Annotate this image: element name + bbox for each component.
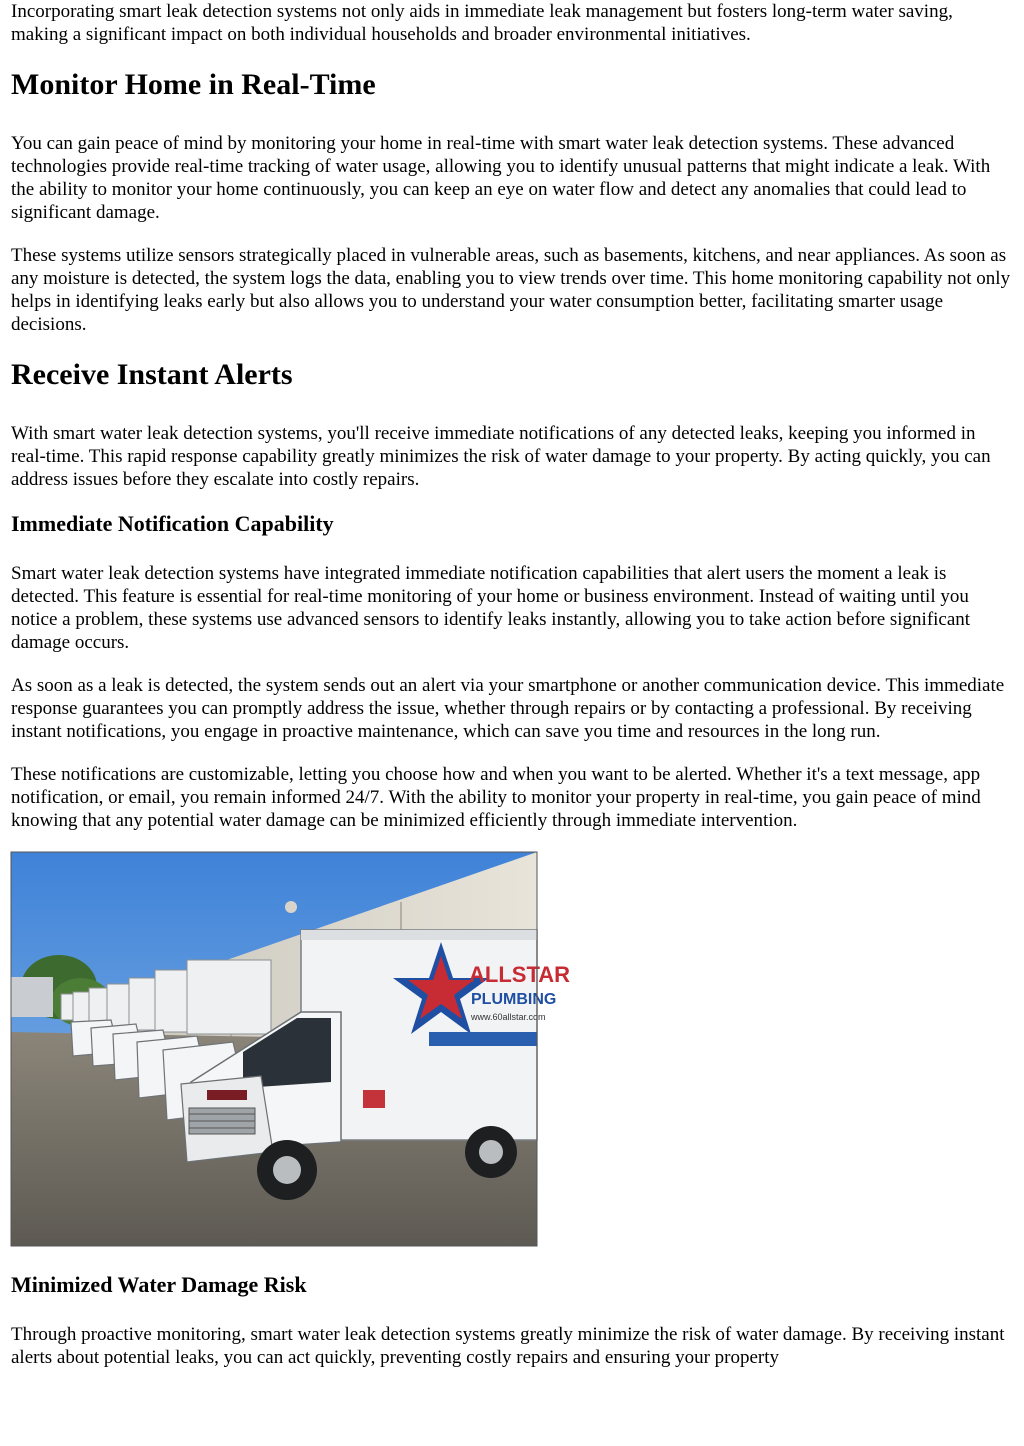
plumbing-trucks-illustration — [11, 852, 571, 1246]
notification-paragraph-3: These notifications are customizable, letting you choose how and when you want to be alerted. Whether it's a text message, app notification, or email, you remain informed 24/7. With the ability to monitor your property in real-time, you gain peace of mind knowing that any potential water damage can be minimized efficiently through immediate intervention. — [11, 764, 981, 831]
alerts-paragraph-1: With smart water leak detection systems, you'll receive immediate notifications of any detected leaks, keeping you informed in real-time. This rapid response capability greatly minimizes the risk of water damage to your property. By acting quickly, you can address issues before they escalate into costly repairs. — [11, 423, 991, 490]
damage-paragraph-1: Through proactive monitoring, smart water leak detection systems greatly minimize the risk of water damage. By receiving instant alerts about potential leaks, you can act quickly, preventing costly repairs and ensuring your property — [11, 1324, 1005, 1368]
notification-paragraph-2: As soon as a leak is detected, the system sends out an alert via your smartphone or another communication device. This immediate response guarantees you can promptly address the issue, whether through repairs or by contacting a professional. By receiving instant notifications, you engage in proactive maintenance, which can save you time and resources in the long run. — [11, 675, 1005, 742]
monitor-paragraph-2: These systems utilize sensors strategically placed in vulnerable areas, such as basements, kitchens, and near appliances. As soon as any moisture is detected, the system logs the data, enabling you to view trends over time. This home monitoring capability not only helps in identifying leaks early but also allows you to understand your water consumption better, facilitating smarter usage decisions. — [11, 245, 1011, 335]
monitor-paragraph-1: You can gain peace of mind by monitoring your home in real-time with smart water leak detection systems. These advanced technologies provide real-time tracking of water usage, allowing you to identify unusual patterns that might indicate a leak. With the ability to monitor your home continuously, you can keep an eye on water flow and detect any anomalies that could lead to significant damage. — [11, 133, 991, 223]
heading-alerts: Receive Instant Alerts — [11, 358, 293, 391]
notification-paragraph-1: Smart water leak detection systems have integrated immediate notification capabilities that alert users the moment a leak is detected. This feature is essential for real-time monitoring of your home or business environment. Instead of waiting until you notice a problem, these systems use advanced sensors to identify leaks instantly, allowing you to take action before significant damage occurs. — [11, 563, 971, 653]
truck-url-text: www.60allstar.com — [471, 1012, 546, 1022]
plumbing-trucks-photo — [11, 852, 571, 1246]
heading-monitor: Monitor Home in Real-Time — [11, 68, 376, 101]
truck-brand-text: ALLSTAR — [469, 962, 571, 987]
intro-paragraph: Incorporating smart leak detection systems not only aids in immediate leak management but fosters long-term water saving, making a significant impact on both individual households and broader environmental initiatives. — [11, 1, 953, 45]
heading-damage: Minimized Water Damage Risk — [11, 1272, 307, 1297]
heading-notification: Immediate Notification Capability — [11, 511, 334, 536]
truck-sub-text: PLUMBING — [471, 991, 557, 1008]
